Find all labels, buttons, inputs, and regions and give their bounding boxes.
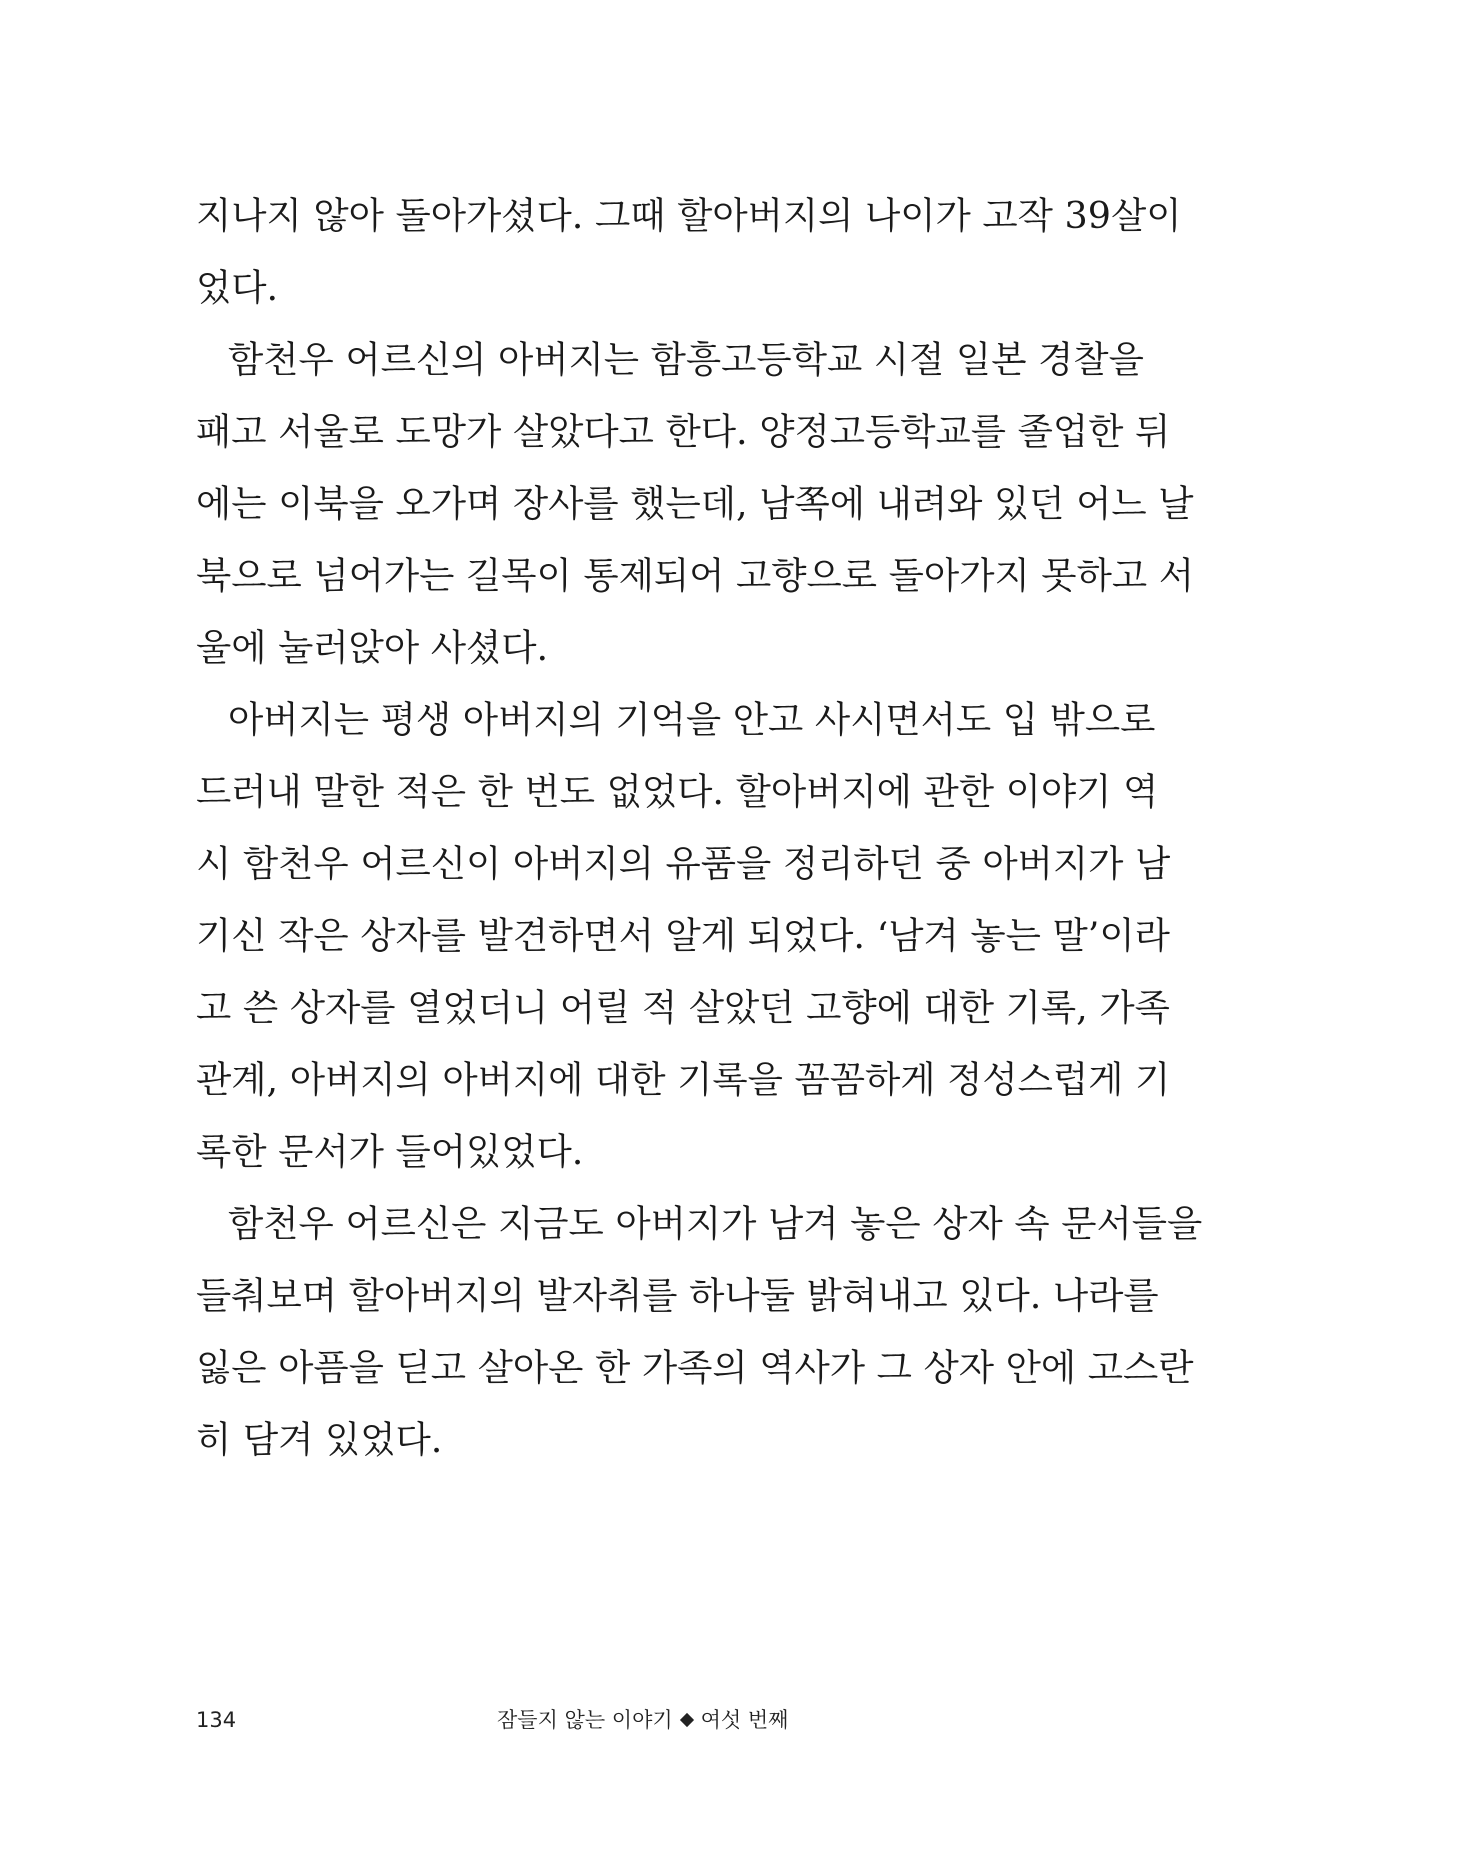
text-line: 드러내 말한 적은 한 번도 없었다. 할아버지에 관한 이야기 역 — [196, 770, 1159, 813]
page-footer — [0, 1700, 1457, 1740]
text-line: 고 쓴 상자를 열었더니 어릴 적 살았던 고향에 대한 기록, 가족 — [196, 986, 1170, 1029]
page-number: 134 — [196, 1708, 237, 1732]
paragraph — [196, 1188, 1203, 1476]
paragraph — [196, 324, 1194, 684]
text-line: 함천우 어르신은 지금도 아버지가 남겨 놓은 상자 속 문서들을 — [228, 1202, 1203, 1245]
text-line: 시 함천우 어르신이 아버지의 유품을 정리하던 중 아버지가 남 — [196, 842, 1171, 885]
diamond-icon — [680, 1713, 694, 1727]
paragraph — [196, 180, 1182, 324]
chapter-label: 여섯 번째 — [700, 1708, 789, 1732]
paragraph — [196, 684, 1171, 1188]
text-line: 지나지 않아 돌아가셨다. 그때 할아버지의 나이가 고작 39살이 — [196, 194, 1182, 237]
text-line: 에는 이북을 오가며 장사를 했는데, 남쪽에 내려와 있던 어느 날 — [196, 482, 1194, 525]
text-line: 패고 서울로 도망가 살았다고 한다. 양정고등학교를 졸업한 뒤 — [196, 410, 1171, 453]
text-line: 었다. — [196, 266, 279, 309]
text-line: 록한 문서가 들어있었다. — [196, 1130, 584, 1173]
body-text — [196, 180, 1203, 1476]
text-line: 히 담겨 있었다. — [196, 1418, 443, 1461]
text-line: 아버지는 평생 아버지의 기억을 안고 사시면서도 입 밖으로 — [228, 698, 1156, 741]
text-line: 기신 작은 상자를 발견하면서 알게 되었다. ‘남겨 놓는 말’이라 — [196, 914, 1170, 957]
running-title — [497, 1700, 788, 1740]
text-line: 함천우 어르신의 아버지는 함흥고등학교 시절 일본 경찰을 — [228, 338, 1144, 381]
book-title: 잠들지 않는 이야기 — [497, 1708, 673, 1732]
text-line: 들춰보며 할아버지의 발자취를 하나둘 밝혀내고 있다. 나라를 — [196, 1274, 1159, 1317]
text-line: 울에 눌러앉아 사셨다. — [196, 626, 549, 669]
text-line: 북으로 넘어가는 길목이 통제되어 고향으로 돌아가지 못하고 서 — [196, 554, 1194, 597]
text-line: 잃은 아픔을 딛고 살아온 한 가족의 역사가 그 상자 안에 고스란 — [196, 1346, 1194, 1389]
text-line: 관계, 아버지의 아버지에 대한 기록을 꼼꼼하게 정성스럽게 기 — [196, 1058, 1171, 1101]
